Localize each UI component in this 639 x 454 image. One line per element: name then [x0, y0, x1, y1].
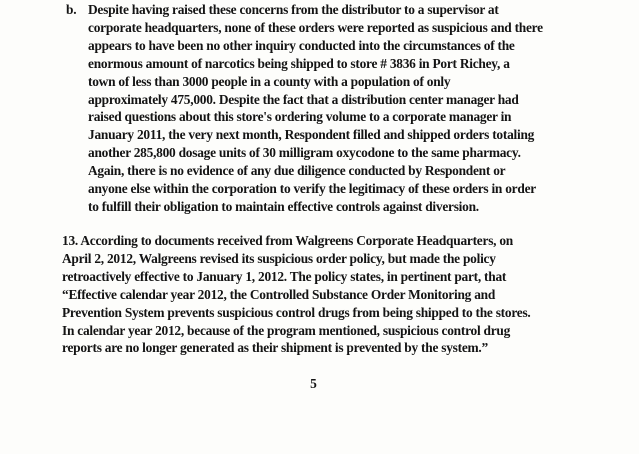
text-line: enormous amount of narcotics being shipped to store # 3836 in Port Richey, a	[88, 55, 510, 71]
text-line: reports are no longer generated as their shipment is prevented by the system.”	[62, 340, 488, 356]
text-line-content: According to documents received from Walgreens Corporate Headquarters, on	[80, 233, 513, 248]
text-line: appears to have been no other inquiry conducted into the circumstances of the	[88, 37, 515, 53]
text-line: approximately 475,000. Despite the fact that a distribution center manager had	[88, 91, 519, 107]
text-line: Again, there is no evidence of any due diligence conducted by Respondent or	[88, 163, 506, 179]
numbered-paragraph-13	[62, 232, 632, 357]
text-line: “Effective calendar year 2012, the Controlled Substance Order Monitoring and	[62, 286, 496, 302]
text-line: raised questions about this store's ordering volume to a corporate manager in	[88, 109, 512, 125]
text-line: Prevention System prevents suspicious control drugs from being shipped to the stores.	[62, 304, 531, 320]
text-line	[62, 232, 632, 250]
text-line: Despite having raised these concerns from the distributor to a supervisor at	[88, 2, 499, 17]
page-number: 5	[310, 376, 317, 391]
text-line: corporate headquarters, none of these orders were reported as suspicious and there	[88, 19, 543, 35]
subparagraph-b	[66, 1, 628, 216]
text-line: In calendar year 2012, because of the program mentioned, suspicious control drug	[62, 322, 511, 338]
paragraph-number: 13.	[62, 233, 78, 248]
text-line: January 2011, the very next month, Respondent filled and shipped orders totaling	[88, 127, 535, 143]
text-line: anyone else within the corporation to verify the legitimacy of these orders in order	[88, 181, 536, 197]
text-line: another 285,800 dosage units of 30 milligram oxycodone to the same pharmacy.	[88, 145, 521, 161]
subparagraph-label: b.	[66, 2, 77, 17]
text-line: retroactively effective to January 1, 2012. The policy states, in pertinent part, that	[62, 268, 507, 284]
text-line: to fulfill their obligation to maintain effective controls against diversion.	[88, 198, 479, 214]
text-line: town of less than 3000 people in a county with a population of only	[88, 73, 451, 89]
text-line: April 2, 2012, Walgreens revised its suspicious order policy, but made the policy	[62, 250, 496, 266]
